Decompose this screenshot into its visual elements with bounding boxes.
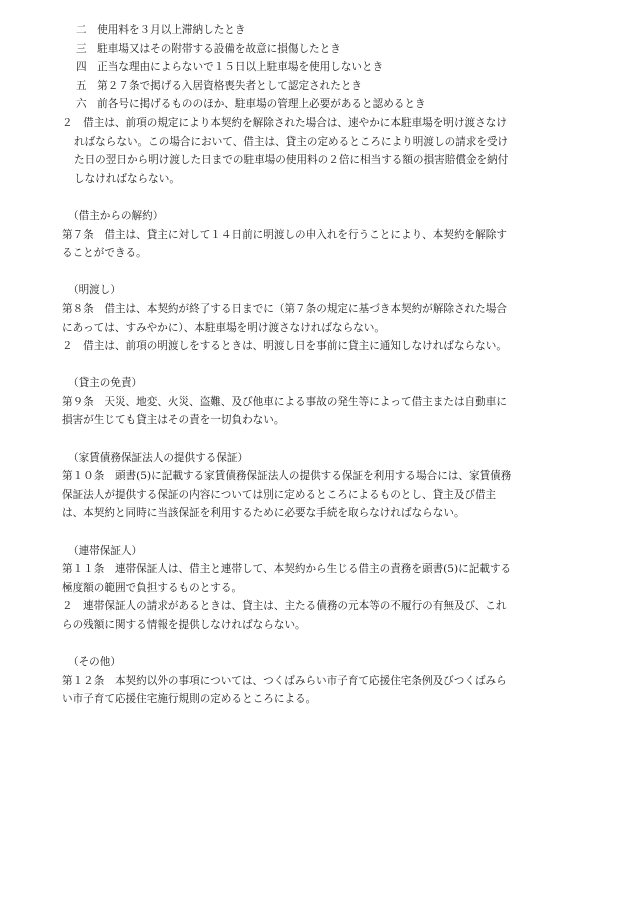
article-line: は、本契約と同時に当該保証を利用するために必要な手続を取らなければならない。: [62, 507, 465, 520]
article-line: 損害が生じても貸主はその責を一切負わない。: [62, 414, 285, 427]
paragraph-line: ２ 借主は、前項の規定により本契約を解除された場合は、速やかに本駐車場を明け渡さなけ: [62, 116, 507, 129]
article-9: [62, 374, 570, 430]
article-12: [62, 653, 570, 709]
article-11: [62, 542, 570, 635]
article-line: ２ 連帯保証人の請求があるときは、貸主は、主たる債務の元本等の不履行の有無及び、これ: [62, 600, 507, 613]
article-caption: （貸主の免責）: [68, 377, 143, 390]
article-8: [62, 281, 570, 355]
article-line: 第１２条 本契約以外の事項については、つくばみらい市子育て応援住宅条例及びつくばみら: [62, 674, 507, 687]
article-caption: （明渡し）: [68, 284, 121, 297]
article-line: い市子育て応援住宅施行規則の定めるところによる。: [62, 693, 317, 706]
article-line: にあっては、すみやかに）、本駐車場を明け渡さなければならない。: [62, 321, 385, 334]
article-line: 極度額の範囲で負担するものとする。: [62, 581, 243, 594]
article-caption: （家賃債務保証法人の提供する保証）: [68, 451, 249, 464]
document-page: [62, 21, 570, 709]
list-item: 二 使用料を３月以上滞納したとき: [76, 24, 246, 36]
article-7: [62, 207, 570, 263]
article-caption: （その他）: [68, 656, 121, 669]
list-item: 四 正当な理由によらないで１５日以上駐車場を使用しないとき: [76, 61, 384, 74]
paragraph-line: た日の翌日から明け渡した日までの駐車場の使用料の２倍に相当する額の損害賠償金を納付: [74, 154, 509, 167]
article-line: 第９条 天災、地変、火災、盗難、及び他車による事故の発生等によって借主または自動車に: [62, 395, 507, 408]
article-line: らの残額に関する情報を提供しなければならない。: [62, 619, 306, 631]
list-item: 五 第２７条で掲げる入居資格喪失者として認定されたとき: [76, 79, 363, 92]
article-line: ることができる。: [62, 247, 147, 260]
list-item: 六 前各号に掲げるもののほか、駐車場の管理上必要があると認めるとき: [76, 98, 426, 111]
item-list: [62, 21, 570, 114]
article-line: 第１０条 頭書(5)に記載する家賃債務保証法人の提供する保証を利用する場合には、家賃債務: [62, 470, 512, 483]
article-line: 保証法人が提供する保証の内容については別に定めるところによるものとし、貸主及び借主: [62, 488, 497, 501]
paragraph-line: しなければならない。: [74, 172, 180, 185]
paragraph-line: ればならない。この場合において、借主は、貸主の定めるところにより明渡しの請求を受け: [74, 135, 509, 148]
article-line: ２ 借主は、前項の明渡しをするときは、明渡し日を事前に貸主に通知しなければならない。: [62, 340, 507, 353]
article-caption: （連帯保証人）: [68, 544, 143, 557]
list-item: 三 駐車場又はその附帯する設備を故意に損傷したとき: [76, 42, 341, 55]
article-10: [62, 449, 570, 523]
article-line: 第１１条 連帯保証人は、借主と連帯して、本契約から生じる借主の責務を頭書(5)に記載する: [62, 563, 512, 576]
article-line: 第８条 借主は、本契約が終了する日までに（第７条の規定に基づき本契約が解除された場合: [62, 302, 507, 315]
article-line: 第７条 借主は、貸主に対して１４日前に明渡しの申入れを行うことにより、本契約を解除す: [62, 228, 507, 241]
article-caption: （借主からの解約）: [68, 209, 164, 222]
paragraph-2-cancellation: [62, 114, 570, 188]
